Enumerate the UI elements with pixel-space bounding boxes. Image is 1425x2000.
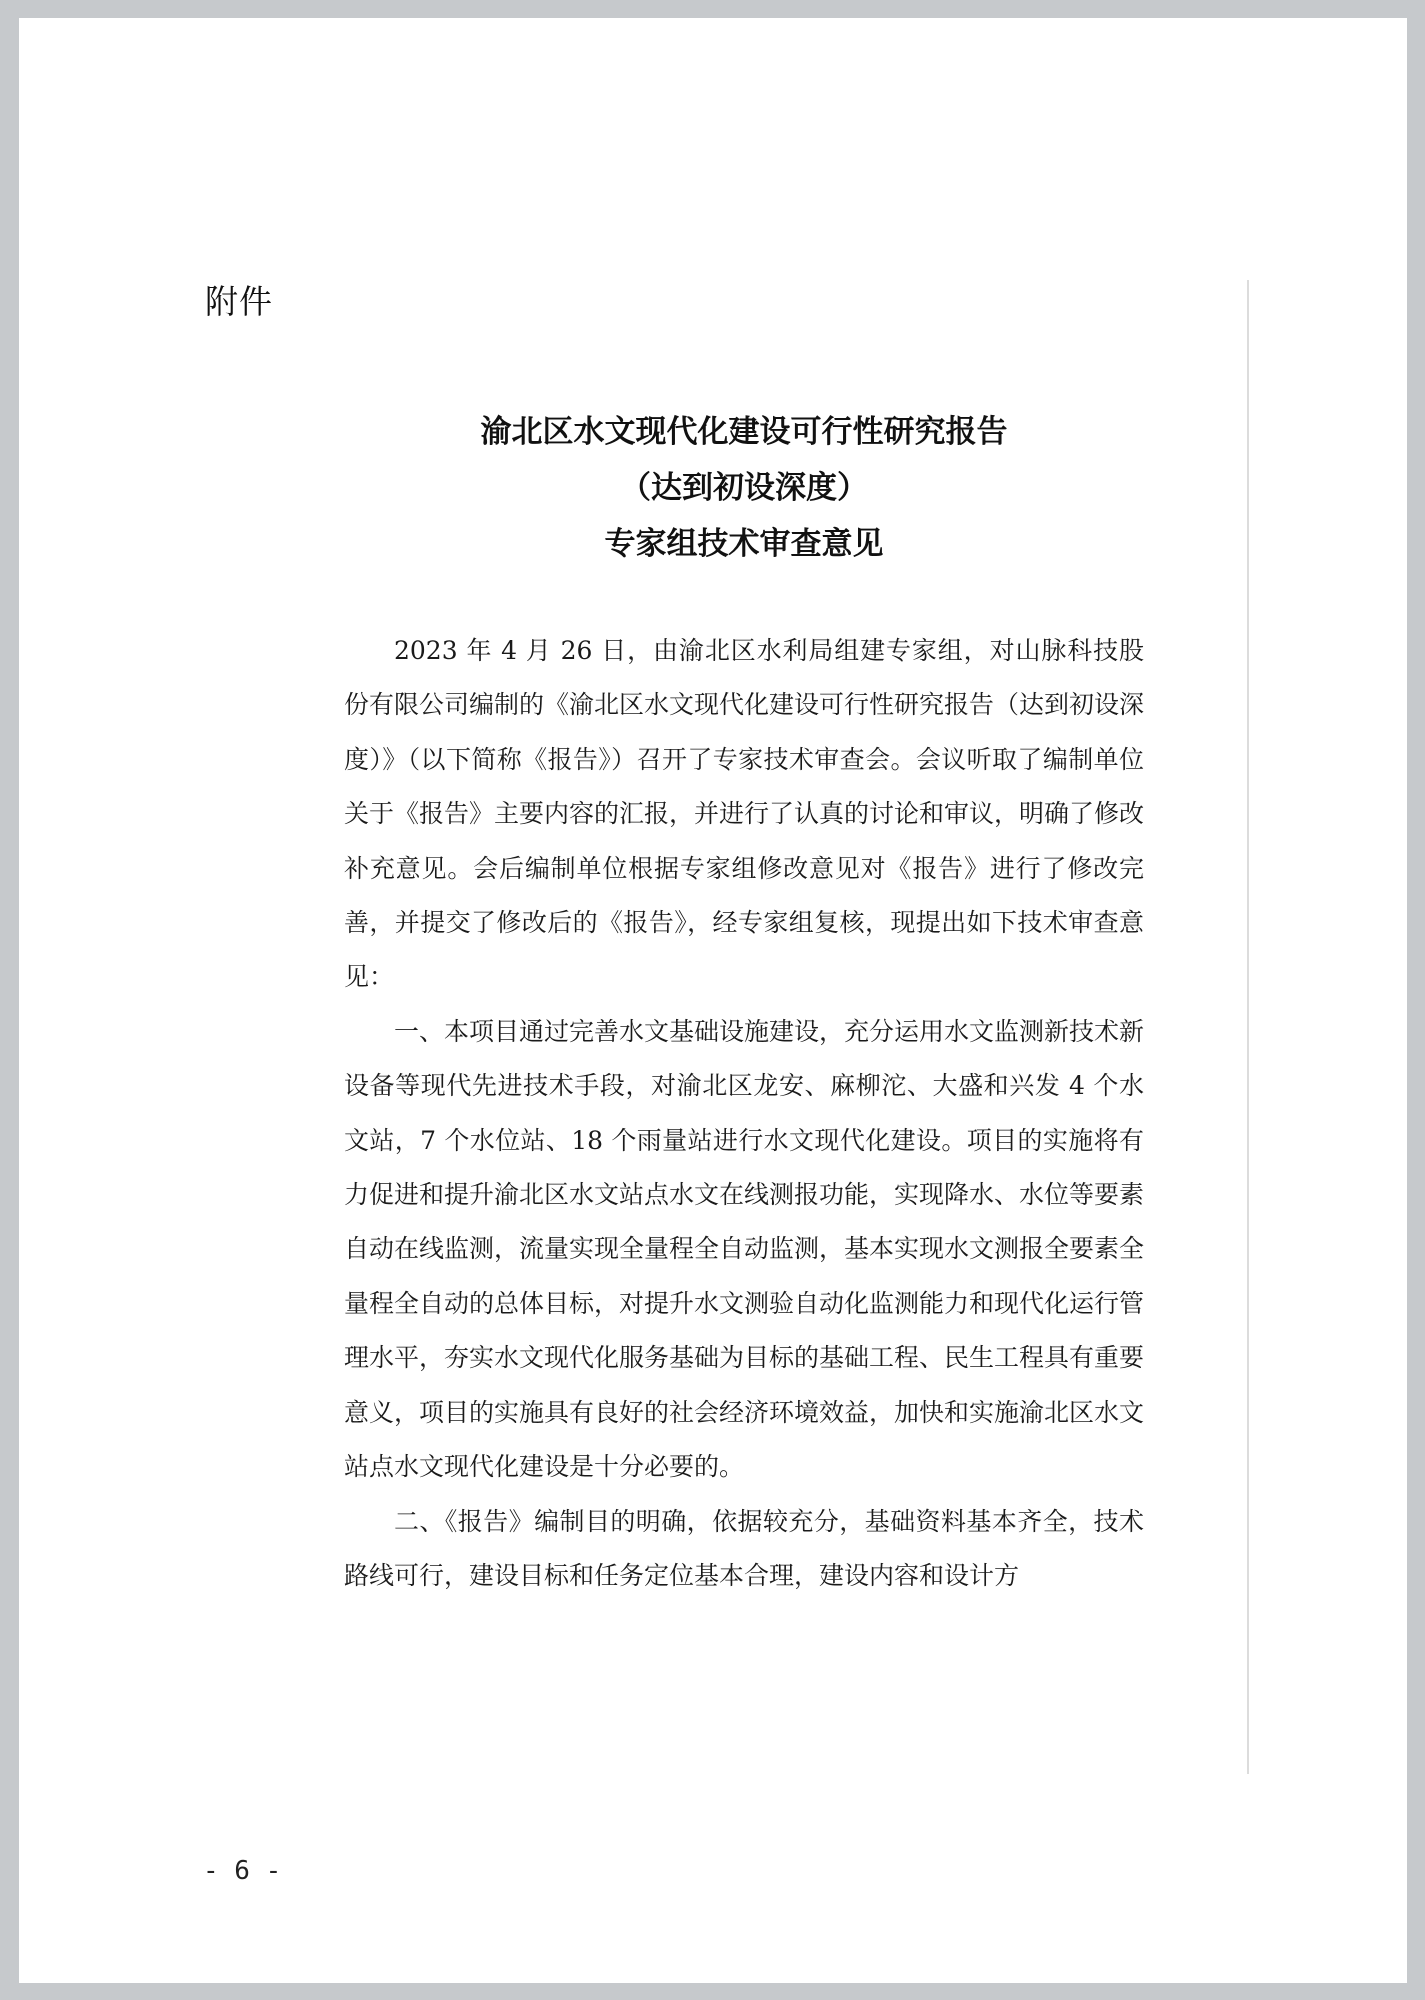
attachment-label: 附件 [205, 282, 273, 321]
title-line-opinion: 专家组技术审查意见 [604, 526, 884, 562]
paragraph-item-2: 二、《报告》编制目的明确，依据较充分，基础资料基本齐全，技术路线可行，建设目标和任务定位基本合理，建设内容和设计方 [344, 1506, 1144, 1590]
margin-rule [1247, 280, 1249, 1774]
title-line-main: 渝北区水文现代化建设可行性研究报告 [480, 414, 1008, 450]
paragraph-item-1: 一、本项目通过完善水文基础设施建设，充分运用水文监测新技术新设备等现代先进技术手段，对渝北区龙安、麻柳沱、大盛和兴发 4 个水文站，7 个水位站、18 个雨量站进行水文现代化建设。项目的实施将有力促进和提升渝北区水文站点水文在线测报功能，实现降水、水位等要素自动在线监测，流量实现全量程全自动监测，基本实现水文测报全要素全量程全自动的总体目标，对提升水文测验自动化监测能力和现代化运行管理水平，夯实水文现代化服务基础为目标的基础工程、民生工程具有重要意义，项目的实施具有良好的社会经济环境效益，加快和实施渝北区水文站点水文现代化建设是十分必要的。 [344, 1016, 1145, 1482]
paragraph-intro: 2023 年 4 月 26 日，由渝北区水利局组建专家组，对山脉科技股份有限公司编制的《渝北区水文现代化建设可行性研究报告（达到初设深度）》（以下简称《报告》）召开了专家技术审查会。会议听取了编制单位关于《报告》主要内容的汇报，并进行了认真的讨论和审议，明确了修改补充意见。会后编制单位根据专家组修改意见对《报告》进行了修改完善，并提交了修改后的《报告》，经专家组复核，现提出如下技术审查意见： [344, 636, 1145, 992]
title-line-subtitle: （达到初设深度） [620, 470, 868, 506]
document-page [19, 18, 1407, 1983]
document-title [344, 404, 1144, 572]
page-number: - 6 - [203, 1856, 282, 1886]
document-body [344, 624, 1144, 1603]
